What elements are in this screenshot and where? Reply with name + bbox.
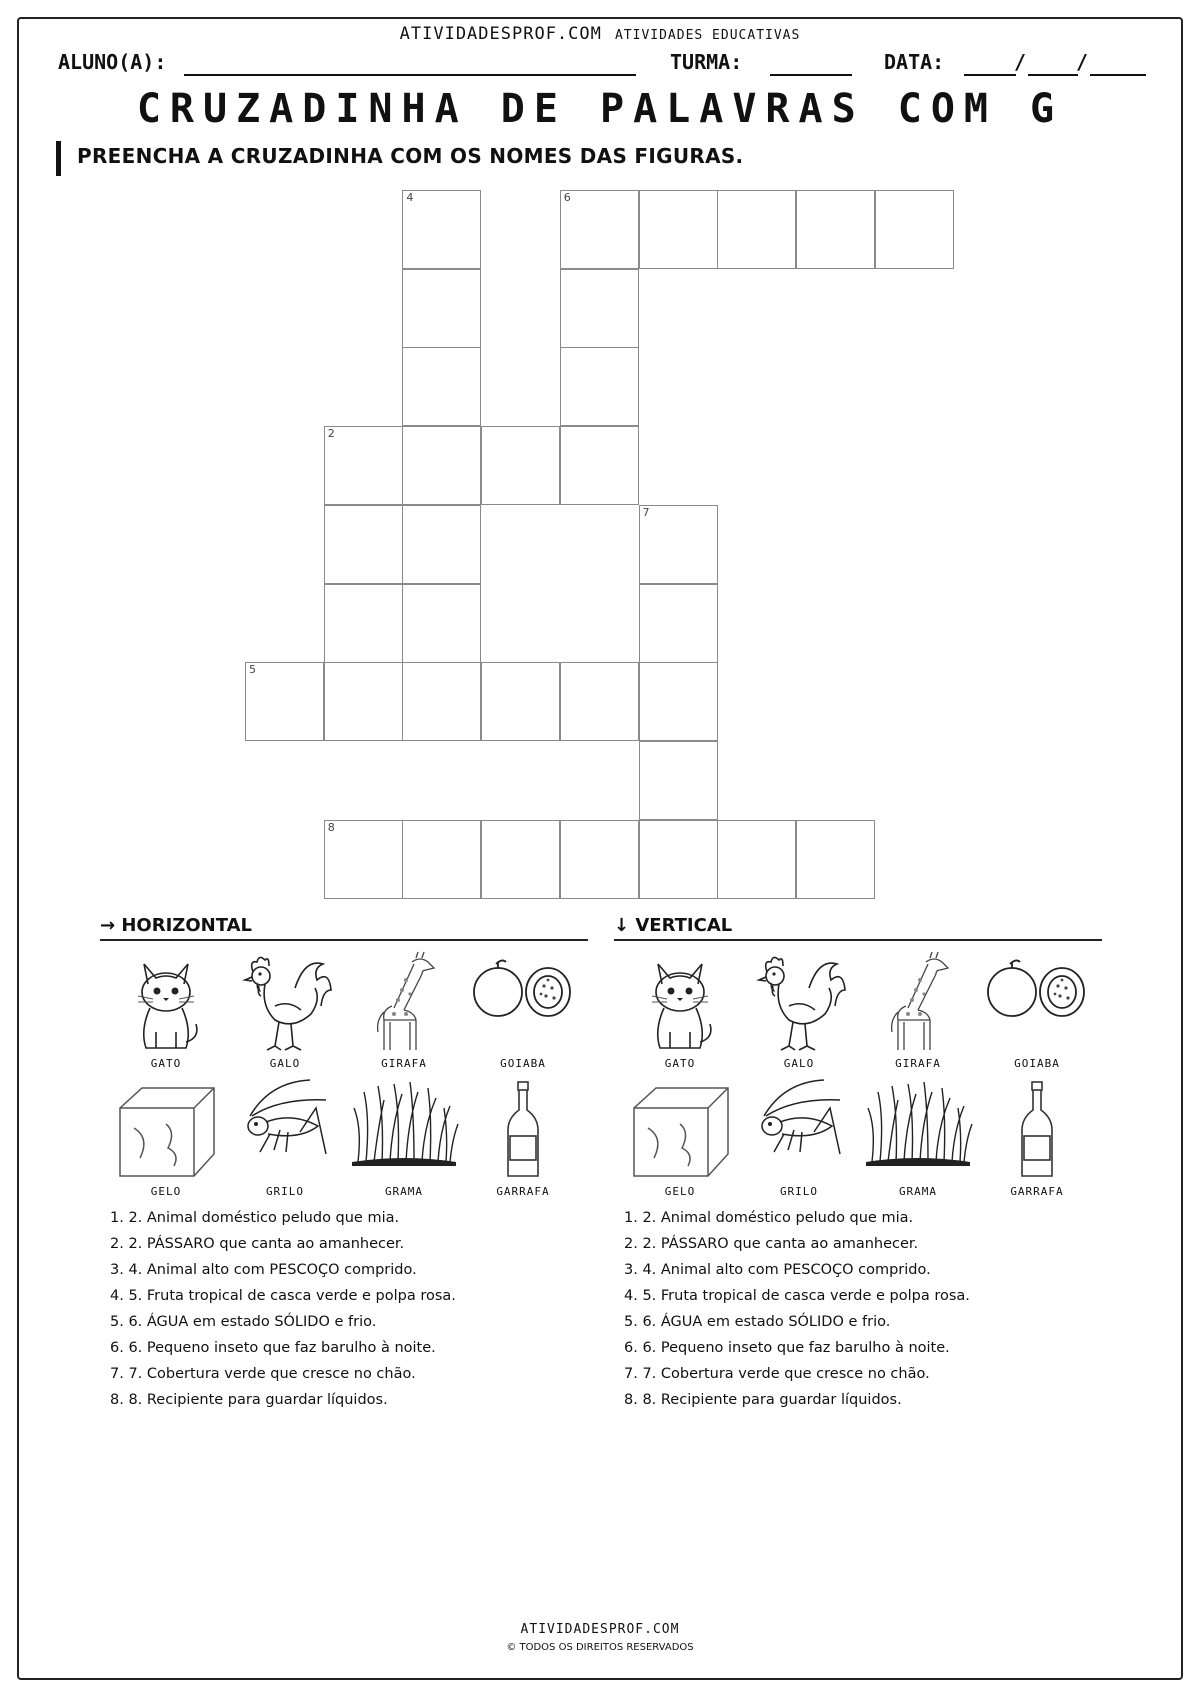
clue-number: 5 (249, 663, 256, 677)
vertical-rule (614, 939, 1102, 941)
ice-icon (107, 1078, 225, 1183)
figure-goiaba (978, 950, 1096, 1070)
clue-item: 5. 6. ÁGUA em estado SÓLIDO e frio. (110, 1314, 377, 1330)
clue-item: 4. 5. Fruta tropical de casca verde e polpa rosa. (624, 1288, 970, 1304)
clue-item: 4. 5. Fruta tropical de casca verde e polpa rosa. (110, 1288, 456, 1304)
crossword-cell[interactable] (402, 269, 481, 348)
crossword-cell[interactable] (639, 662, 718, 741)
ice-icon (621, 1078, 739, 1183)
crossword-cell[interactable] (560, 662, 639, 741)
horizontal-clues (110, 1205, 456, 1413)
giraffe-icon (345, 950, 463, 1055)
crossword-cell[interactable] (717, 820, 796, 899)
cat-icon (107, 950, 225, 1055)
crossword-cell[interactable] (402, 426, 481, 505)
clue-item: 1. 2. Animal doméstico peludo que mia. (624, 1210, 914, 1226)
crossword-cell[interactable] (481, 662, 560, 741)
crossword-cell[interactable] (796, 820, 875, 899)
crossword-cell[interactable] (481, 820, 560, 899)
crossword-cell[interactable] (402, 505, 481, 584)
crossword-cell[interactable] (324, 584, 403, 663)
crossword-cell[interactable] (402, 190, 481, 269)
instruction-bar (56, 141, 61, 176)
rooster-icon (740, 950, 858, 1055)
rooster-icon (226, 950, 344, 1055)
figure-caption: GELO (150, 1185, 182, 1198)
figure-grama (859, 1078, 977, 1198)
figure-caption: GOIABA (1014, 1057, 1060, 1070)
date-year-field[interactable] (1090, 74, 1146, 76)
figure-galo (740, 950, 858, 1070)
instruction-text: PREENCHA A CRUZADINHA COM OS NOMES DAS FIGURAS. (77, 144, 744, 168)
clue-number: 4 (406, 191, 414, 204)
clue-item: 5. 6. ÁGUA em estado SÓLIDO e frio. (624, 1314, 891, 1330)
crossword-cell[interactable] (560, 347, 639, 426)
figure-gelo (621, 1078, 739, 1198)
crossword-cell[interactable] (560, 269, 639, 348)
clue-item: 2. 2. PÁSSARO que canta ao amanhecer. (624, 1236, 919, 1252)
figure-caption: GIRAFA (895, 1057, 941, 1070)
crossword-cell[interactable] (402, 347, 481, 426)
turma-label: TURMA: (670, 50, 743, 74)
site-tagline: ATIVIDADES EDUCATIVAS (614, 28, 801, 43)
crossword-cell[interactable] (717, 190, 796, 269)
date-month-field[interactable] (1028, 74, 1078, 76)
figure-gelo (107, 1078, 225, 1198)
clue-number: 7 (642, 505, 650, 519)
figure-caption: GRAMA (384, 1185, 424, 1198)
clue-item: 7. 7. Cobertura verde que cresce no chão. (624, 1366, 930, 1382)
horizontal-rule (100, 939, 588, 941)
figure-caption: GARRAFA (496, 1185, 550, 1198)
figure-garrafa (978, 1078, 1096, 1198)
grass-icon (859, 1078, 977, 1168)
cricket-icon (226, 1078, 344, 1168)
date-day-field[interactable] (964, 74, 1016, 76)
crossword-cell[interactable] (639, 584, 718, 663)
figure-caption: GALO (269, 1057, 301, 1070)
clue-number: 6 (563, 191, 571, 204)
aluno-field[interactable] (184, 74, 636, 76)
figure-caption: GOIABA (500, 1057, 546, 1070)
crossword-cell[interactable] (875, 190, 954, 269)
clue-item: 7. 7. Cobertura verde que cresce no chão. (110, 1366, 416, 1382)
figure-gato (107, 950, 225, 1070)
crossword-cell[interactable] (639, 505, 718, 584)
figure-caption: GRILO (779, 1185, 819, 1198)
bottle-icon (464, 1078, 582, 1183)
figure-caption: GELO (664, 1185, 696, 1198)
figure-caption: GIRAFA (381, 1057, 427, 1070)
crossword-cell[interactable] (560, 820, 639, 899)
crossword-cell[interactable] (639, 741, 718, 820)
crossword-cell[interactable] (560, 426, 639, 505)
footer-rights: © TODOS OS DIREITOS RESERVADOS (506, 1642, 694, 1653)
turma-field[interactable] (770, 74, 852, 76)
crossword-cell[interactable] (324, 505, 403, 584)
clue-item: 6. 6. Pequeno inseto que faz barulho à noite. (110, 1340, 436, 1356)
figure-caption: GRILO (265, 1185, 305, 1198)
crossword-cell[interactable] (245, 662, 324, 741)
figure-caption: GATO (150, 1057, 182, 1070)
guava-icon (464, 950, 582, 1030)
figure-caption: GARRAFA (1010, 1185, 1064, 1198)
data-label: DATA: (884, 50, 945, 74)
clue-item: 2. 2. PÁSSARO que canta ao amanhecer. (110, 1236, 405, 1252)
figure-goiaba (464, 950, 582, 1070)
cat-icon (621, 950, 739, 1055)
crossword-cell[interactable] (324, 662, 403, 741)
grass-icon (345, 1078, 463, 1168)
student-fields: ALUNO(A): TURMA: DATA: / / (58, 50, 1148, 80)
crossword-cell[interactable] (402, 662, 481, 741)
site-name: ATIVIDADESPROF.COM (399, 24, 602, 44)
crossword-cell[interactable] (639, 820, 718, 899)
vertical-clues (624, 1205, 970, 1413)
figure-caption: GRAMA (898, 1185, 938, 1198)
figure-gato (621, 950, 739, 1070)
crossword-cell[interactable] (560, 190, 639, 269)
guava-icon (978, 950, 1096, 1030)
figure-grilo (226, 1078, 344, 1198)
clue-number: 2 (327, 427, 335, 441)
clue-item: 6. 6. Pequeno inseto que faz barulho à noite. (624, 1340, 950, 1356)
figure-grama (345, 1078, 463, 1198)
clue-item: 1. 2. Animal doméstico peludo que mia. (110, 1210, 400, 1226)
clue-item: 8. 8. Recipiente para guardar líquidos. (624, 1392, 902, 1408)
crossword-cell[interactable] (324, 820, 403, 899)
crossword-cell[interactable] (481, 426, 560, 505)
clue-number: 8 (327, 820, 335, 834)
crossword-cell[interactable] (796, 190, 875, 269)
aluno-label: ALUNO(A): (58, 50, 167, 74)
cricket-icon (740, 1078, 858, 1168)
figure-galo (226, 950, 344, 1070)
figure-girafa (345, 950, 463, 1070)
vertical-heading: ↓ VERTICAL (614, 915, 733, 936)
figure-caption: GALO (783, 1057, 815, 1070)
site-header (0, 24, 1200, 44)
crossword-cell[interactable] (639, 190, 718, 269)
crossword-cell[interactable] (402, 584, 481, 663)
clue-item: 3. 4. Animal alto com PESCOÇO comprido. (624, 1262, 931, 1278)
figure-girafa (859, 950, 977, 1070)
clue-item: 8. 8. Recipiente para guardar líquidos. (110, 1392, 388, 1408)
horizontal-heading: → HORIZONTAL (100, 915, 252, 936)
figure-garrafa (464, 1078, 582, 1198)
clue-item: 3. 4. Animal alto com PESCOÇO comprido. (110, 1262, 417, 1278)
footer-site: ATIVIDADESPROF.COM (520, 1622, 680, 1637)
page-title: CRUZADINHA DE PALAVRAS COM G (136, 86, 1064, 132)
figure-grilo (740, 1078, 858, 1198)
crossword-cell[interactable] (402, 820, 481, 899)
figure-caption: GATO (664, 1057, 696, 1070)
crossword-cell[interactable] (324, 426, 403, 505)
giraffe-icon (859, 950, 977, 1055)
bottle-icon (978, 1078, 1096, 1183)
